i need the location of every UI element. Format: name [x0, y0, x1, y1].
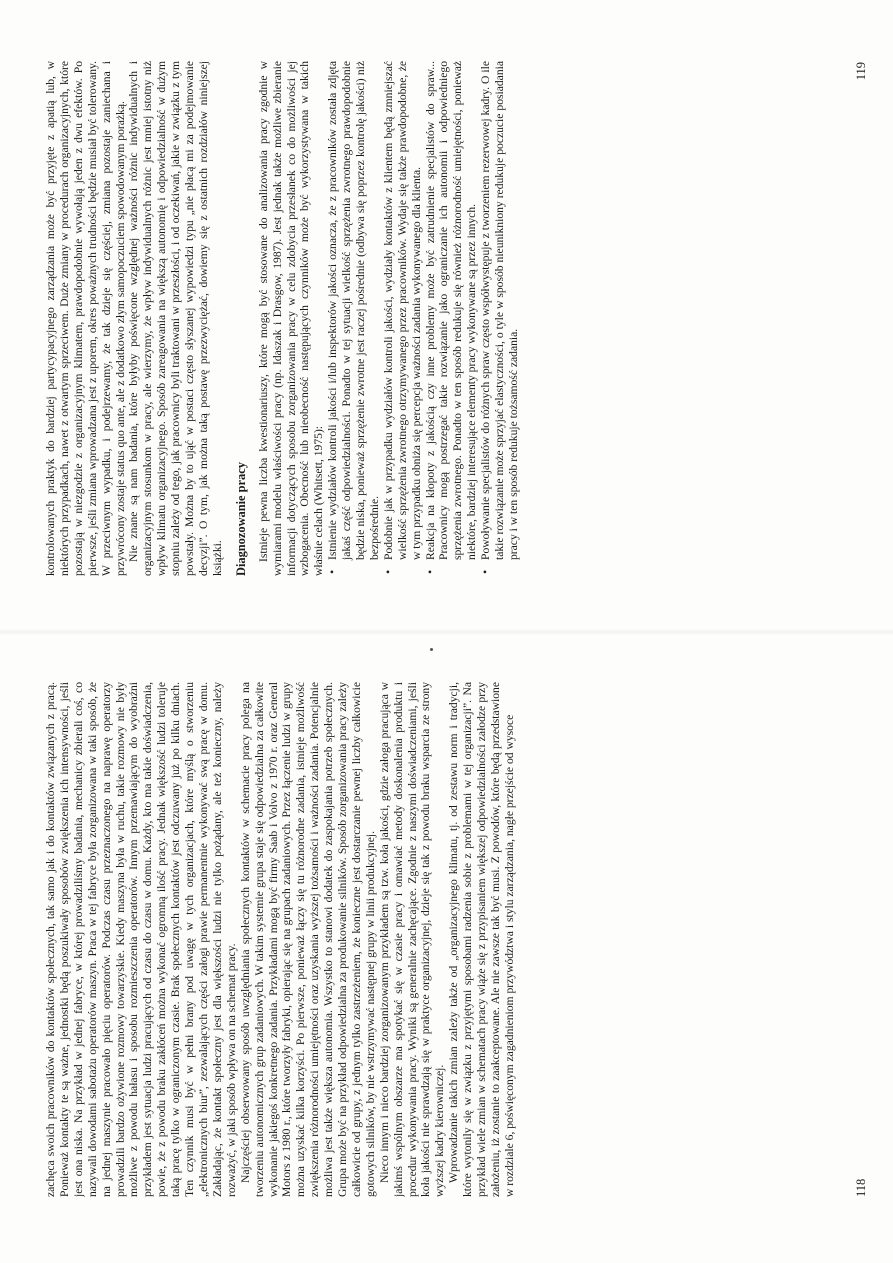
list-item: • Podobnie jak w przypadku wydziałów kontroli jakości, wydziały kontaktów z klientem będą zmniejszać wielkość sprzężenia zwrotnego otrzymywanego przez pracowników. Wydaje się także prawdopodobne, że w tym przypadku obniża się percepcja ważności zadania wykonywanego dla klienta. — [382, 61, 424, 560]
paragraph: Nie znane są nam badania, które byłyby poświęcone względnej ważności różnic indywidualnych i organizacyjnym stosunkom w pracy, ale wierzymy, że wpływ indywidualnych różnic jest mniej istotny niż wpływ klimatu organizacyjnego. Sposób zareagowania na większą autonomię i odpowiedzialność w dużym stopniu zależy od tego, jak pracownicy byli traktowani w przeszłości, i od oczekiwań, jakie w związku z tym powstały. Można by to ująć w postaci często słyszanej wypowiedzi typu „nie płacą mi za podejmowanie decyzji”. O tym, jak można taką postawę przezwyciężać, dowiemy się z ostatnich rozdziałów niniejszej książki. — [127, 61, 224, 576]
right-page-text — [44, 61, 761, 576]
scan-speck — [430, 648, 433, 651]
paragraph: zachęca swoich pracowników do kontaktów społecznych, tak samo jak i do kontaktów związanych z pracą. Ponieważ kontakty te są ważne, jednostki będą poszukiwały sposobów zwiększenia ich intensywności, jeśli jest ona niska. Na przykład w jednej fabryce, w której prowadziliśmy badania, mechanicy zbierali coś, co nazywali dowodami sabotażu operatorów maszyn. Praca w tej fabryce była zorganizowana w taki sposób, że na jednej maszynie pracowało pięciu operatorów. Podczas czasu przeznaczonego na naprawę operatorzy prowadzili bardzo ożywione rozmowy towarzyskie. Kiedy maszyna była w ruchu, takie rozmowy nie były możliwe z powodu hałasu i sposobu rozmieszczenia operatorów. Innym przemawiającym do wyobraźni przykładem jest sytuacja ludzi pracujących od czasu do czasu w domu. Każdy, kto ma takie doświadczenia, powie, że z powodu braku zakłóceń można wykonać ogromną ilość pracy. Jednak większość ludzi toleruje taką pracę tylko w ograniczonym czasie. Brak społecznych kontaktów jest odczuwany już po kilku dniach. Ten czynnik musi być w pełni brany pod uwagę w tych organizacjach, które myślą o stworzeniu „elektronicznych biur”, zezwalających części załogi prawie permanentnie wykonywać swą pracę w domu. Zakładając, że kontakt społeczny jest dla większości ludzi nie tylko pożądany, ale też konieczny, należy rozważyć, w jaki sposób wpływa on na schemat pracy. — [44, 682, 238, 1197]
section-heading: Diagnozowanie pracy — [233, 462, 248, 576]
paragraph: Wprowadzanie takich zmian zależy także od „organizacyjnego klimatu, tj. od zestawu norm i tradycji, które wytonily się w związku z przyjętymi sposobami radzenia sobie z problemami w tej organizacji”. Na przykład wiele zmian w schematach pracy wiąże się z przypisaniem większej odpowiedzialności załodze przy założeniu, iż zostanie to zaakceptowane. Ale nie zawsze tak być musi. Z powodów, które będą przedstawione w rozdziale 6, poświęconym zagadnieniom przywództwa i stylu zarządzania, nagłe przejście od wysoce — [447, 682, 516, 1197]
list-item: • Reakcja na kłopoty z jakością czy inne problemy może być zatrudnienie specjalistów do spraw... Pracownicy mogą postrzegać takie rozwiązanie jako ograniczanie ich autonomii i odpowiedniego sprzężenia zwrotnego. Ponadto w ten sposób redukuje się również różnorodność umiejętności, ponieważ niektóre, bardziej interesujące elementy pracy wykonywane są przez innych. — [424, 61, 480, 560]
paragraph: Nieco innym i nieco bardziej zorganizowanym przykładem są tzw. koła jakości, gdzie załoga pracująca w jakimś wspólnym obszarze ma spotykać się w czasie pracy i omawiać metody doskonalenia produktu i procedur wykonywania pracy. Wyniki są generalnie zachęcające. Zgodnie z naszymi doświadczeniami, jeśli koła jakości nie sprawdzają się w praktyce organizacyjnej, dzieje się tak z powodu braku wsparcia ze strony wyższej kadry kierowniczej. — [377, 682, 447, 1197]
paragraph: Istnieje pewna liczba kwestionariuszy, które mogą być stosowane do analizowania pracy zgodnie w wymiarami modelu właściwości pracy (np. Idaszak i Drasgow, 1987). Jest jednak także możliwe zbieranie informacji dotyczących sposobu zorganizowania pracy w celu zdobycia przesłanek co do możliwości jej wzbogacenia. Obecność lub nieobecność następujących czynników może być wykorzystywana w takich właśnie celach (Whitsett, 1975): — [256, 61, 326, 576]
page-number-left: 118 — [854, 1178, 868, 1197]
list-item: • Istnienie wydziałów kontroli jakości i/lub inspektorów jakości oznacza, że z pracowników została zdjęta jakaś część odpowiedzialności. Ponadto w tej sytuacji wielkość sprzężenia zwrotnego prawdopodobnie będzie niska, ponieważ sprzężenie zwrotne jest raczej pośrednie (odbywa się poprzez kontrolę jakości) niż bezpośrednie. — [326, 61, 382, 560]
paragraph: Najczęściej obserwowany sposób uwzględniania społecznych kontaktów w schemacie pracy polega na tworzeniu autonomicznych grup zadaniowych. W takim systemie grupa staje się odpowiedzialna za całkowite wykonanie jakiegoś konkretnego zadania. Przykładami mogą być firmy Saab i Volvo z 1970 r. oraz General Motors z 1980 r., które tworzyły fabryki, opierając się na grupach zadaniowych. Przez łączenie ludzi w grupy można uzyskać kilka korzyści. Po pierwsze, ponieważ łączy się tu różnorodne zadania, istnieje możliwość zwiększenia różnorodności umiejętności oraz uzyskania wyższej tożsamości i ważności zadania. Potencjalnie możliwa jest także większa autonomia. Wszystko to stanowi dodatek do zaspokajania potrzeb społecznych. Grupa może być na przykład odpowiedzialna za produkowanie silników. Sposób zorganizowania pracy zależy całkowicie od grupy, z jednym tylko zastrzeżeniem, że konieczne jest dostarczanie pewnej liczby całkowicie gotowych silników, by nie wstrzymywać następnej grupy w linii produkcyjnej. — [238, 682, 377, 1197]
right-page — [0, 0, 893, 631]
paragraph: kontrolowanych praktyk do bardziej partycypacyjnego zarządzania może być przyjęte z apatią lub, w niektórych przypadkach, nawet z otwartym sprzeciwem. Duże zmiany w procedurach organizacyjnych, które pozostają w niezgodzie z organizacyjnym klimatem, prawdopodobnie wywołają jeden z dwu efektów. Po pierwsze, jeśli zmiana wprowadzana jest z uporem, okres poważnych trudności będzie musiał być tolerowany. W przeciwnym wypadku, i podejrzewamy, że tak dzieje się częściej, zmiana pozostaje zaniechana i przywrócony zostaje status quo ante, ale z dodatkowo złym samopoczuciem spowodowanym porażką. — [44, 61, 127, 576]
list-item: • Powoływanie specjalistów do różnych spraw często współwystępuje z tworzeniem rezerwowej kadry. O ile takie rozwiązanie może sprzyjać elastyczności, o tyle w sposób nieunikniony redukuje poczucie posiadania pracy i w ten sposób redukuje tożsamość zadania. — [479, 61, 521, 560]
left-page — [0, 632, 893, 1263]
page-number-right: 119 — [854, 62, 868, 81]
left-page-text — [44, 682, 761, 1197]
bullet-list — [326, 61, 521, 576]
